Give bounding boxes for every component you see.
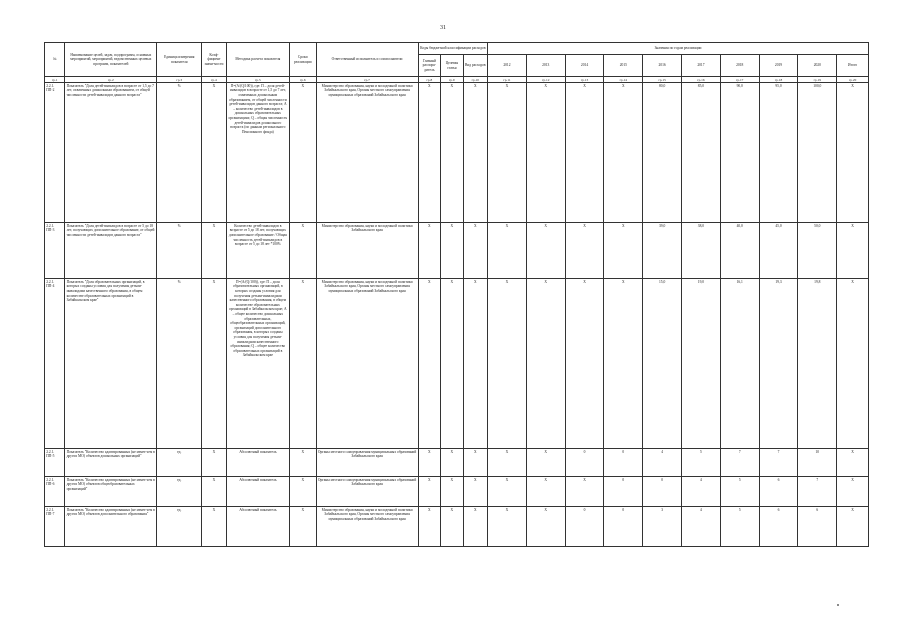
term-cell: Х — [290, 83, 317, 223]
year-value-cell: Х — [526, 83, 565, 223]
term-cell: Х — [290, 477, 317, 507]
header-code-col: Главный распоря-дитель — [418, 55, 440, 77]
table-row — [45, 223, 869, 279]
year-value-cell: 45,0 — [759, 223, 798, 279]
method-cell: Абсолютный показатель — [226, 477, 289, 507]
column-number: гр.20 — [837, 77, 869, 83]
year-value-cell: 38,0 — [682, 223, 721, 279]
year-value-cell: 80,0 — [643, 83, 682, 223]
year-value-cell: Х — [526, 477, 565, 507]
year-value-cell: 90,0 — [720, 83, 759, 223]
coef-cell: Х — [202, 279, 227, 449]
responsible-cell: Министерство образования, науки и молодежной политики Забайкальского края, Органы местного самоуправления муниципальных образований Забайкальского края — [316, 507, 418, 547]
year-value-cell: Х — [604, 279, 643, 449]
term-cell: Х — [290, 223, 317, 279]
indicator-name: Показатель "Доля образовательных организаций, в которых созданы условия для получения детьми-инвалидами качественного образования, в общем количестве образовательных организаций в Забайкальском крае" — [65, 279, 157, 449]
table-row — [45, 83, 869, 223]
indicator-name: Показатель "Количество адаптированных (не менее чем в других МО) объектов дополнительного образования" — [65, 507, 157, 547]
header-code-col: Вид расходов — [463, 55, 488, 77]
header-year-col: 2013 — [526, 55, 565, 77]
header-coef: Коэф-фициент значи-мости — [202, 43, 227, 77]
code-cell: Х — [418, 477, 440, 507]
year-value-cell: Х — [488, 449, 527, 477]
code-cell: Х — [441, 507, 463, 547]
row-number: 2.2.1. ПП-5 — [45, 449, 65, 477]
indicator-name: Показатель "Доля детей-инвалидов в возрасте от 5 до 18 лет, получающих дополнительное образование, от общей численности детей-инвалидов данного возраста" — [65, 223, 157, 279]
indicator-name: Показатель "Количество адаптированных (не менее чем в других МО) объектов дошкольных организаций" — [65, 449, 157, 477]
table-row — [45, 449, 869, 477]
unit-cell: ед. — [157, 507, 202, 547]
code-cell: Х — [441, 279, 463, 449]
column-number: гр.11 — [488, 77, 527, 83]
column-number: гр.6 — [290, 77, 317, 83]
year-value-cell: 7 — [759, 449, 798, 477]
year-value-cell: 0 — [604, 507, 643, 547]
column-number: гр.9 — [441, 77, 463, 83]
column-number: гр.4 — [202, 77, 227, 83]
column-number: гр.14 — [604, 77, 643, 83]
column-number: гр.17 — [720, 77, 759, 83]
indicator-name: Показатель "Количество адаптированных (не менее чем в других МО) объектов общеобразовательных организаций" — [65, 477, 157, 507]
code-cell: Х — [463, 279, 488, 449]
method-cell: Количество детей-инвалидов в возрасте от 5 до 18 лет, получающих дополнительное образование / Общая численность детей-инвалидов в возрасте от 5 до 18 лет *100% — [226, 223, 289, 279]
code-cell: Х — [463, 223, 488, 279]
header-term: Сроки реализации — [290, 43, 317, 77]
unit-cell: % — [157, 279, 202, 449]
year-value-cell: 10 — [798, 449, 837, 477]
header-responsible: Ответственный исполнитель и соисполнители — [316, 43, 418, 77]
column-number: гр.13 — [565, 77, 604, 83]
coef-cell: Х — [202, 223, 227, 279]
page-number: 31 — [440, 25, 446, 31]
year-value-cell: Х — [488, 279, 527, 449]
header-year-col: Итого — [837, 55, 869, 77]
year-value-cell: 0 — [565, 507, 604, 547]
year-value-cell: Х — [565, 279, 604, 449]
year-value-cell: 5 — [720, 477, 759, 507]
header-year-col: 2020 — [798, 55, 837, 77]
header-year-col: 2014 — [565, 55, 604, 77]
column-number: гр.7 — [316, 77, 418, 83]
term-cell: Х — [290, 507, 317, 547]
unit-cell: % — [157, 83, 202, 223]
code-cell: Х — [441, 477, 463, 507]
unit-cell: ед. — [157, 449, 202, 477]
scan-speck — [837, 604, 839, 606]
year-value-cell: 50,0 — [798, 223, 837, 279]
year-value-cell: Х — [604, 223, 643, 279]
code-cell: Х — [463, 449, 488, 477]
year-value-cell: 100,0 — [798, 83, 837, 223]
method-cell: П=(А/(Q/100)), где: П – доля детей-инвалидов в возрасте от 1,5 до 7 лет, охваченных дошкольным образованием, от общей численности детей-инвалидов данного возраста; А – количество детей-инвалидов в дошкольных образовательных организациях; Q – общая численность детей-инвалидов дошкольного возраста (по данным регионального Пенсионного фонда) — [226, 83, 289, 223]
year-value-cell: Х — [565, 223, 604, 279]
code-cell: Х — [463, 477, 488, 507]
column-number: гр.15 — [643, 77, 682, 83]
year-value-cell: 0 — [643, 477, 682, 507]
code-cell: Х — [441, 449, 463, 477]
code-cell: Х — [418, 223, 440, 279]
year-value-cell: 4 — [643, 449, 682, 477]
code-cell: Х — [418, 83, 440, 223]
header-year-col: 2017 — [682, 55, 721, 77]
column-number: гр.10 — [463, 77, 488, 83]
year-value-cell: Х — [526, 279, 565, 449]
header-year-col: 2015 — [604, 55, 643, 77]
year-value-cell: Х — [837, 507, 869, 547]
year-value-cell: 39,0 — [643, 223, 682, 279]
method-cell: П=(А/(Q/100)), где: П – доля образовательных организаций, в которых созданы условия для получения детьми-инвалидами качественного образования, в общем количестве образовательных организаций в Забайкальском крае; А – общее количество дошкольных образовательных, общеобразовательных организаций, организаций дополнительного образования, в которых созданы условия для получения детьми-инвалидами качественного образования; Q – общее количество образовательных организаций в Забайкальском крае — [226, 279, 289, 449]
unit-cell: ед. — [157, 477, 202, 507]
year-value-cell: 15,0 — [643, 279, 682, 449]
year-value-cell: 6 — [759, 477, 798, 507]
column-number: гр.18 — [759, 77, 798, 83]
row-number: 2.2.1. ПП-3 — [45, 223, 65, 279]
year-value-cell: 0 — [604, 449, 643, 477]
coef-cell: Х — [202, 477, 227, 507]
year-value-cell: 6 — [759, 507, 798, 547]
year-value-cell: 6 — [798, 507, 837, 547]
code-cell: Х — [441, 223, 463, 279]
row-number: 2.2.1. ПП-6 — [45, 477, 65, 507]
header-year-col: 2019 — [759, 55, 798, 77]
year-value-cell: 7 — [720, 449, 759, 477]
table-row — [45, 477, 869, 507]
header-year-col: 2012 — [488, 55, 527, 77]
year-value-cell: 5 — [720, 507, 759, 547]
year-value-cell: Х — [837, 279, 869, 449]
year-value-cell: Х — [488, 507, 527, 547]
year-value-cell: 0 — [604, 477, 643, 507]
header-year-col: 2018 — [720, 55, 759, 77]
year-value-cell: 16,1 — [720, 279, 759, 449]
column-number: гр.16 — [682, 77, 721, 83]
year-value-cell: 95,0 — [759, 83, 798, 223]
header-unit: Единица измерения показателя — [157, 43, 202, 77]
responsible-cell: Органы местного самоуправления муниципальных образований Забайкальского края — [316, 449, 418, 477]
row-number: 2.2.1. ПП-7 — [45, 507, 65, 547]
year-value-cell: Х — [604, 83, 643, 223]
column-number: гр.2 — [65, 77, 157, 83]
year-value-cell: 4 — [682, 507, 721, 547]
year-value-cell: 19,3 — [759, 279, 798, 449]
year-value-cell: Х — [837, 449, 869, 477]
coef-cell: Х — [202, 449, 227, 477]
term-cell: Х — [290, 449, 317, 477]
header-code-col: Целевая статья — [441, 55, 463, 77]
header-year-col: 2016 — [643, 55, 682, 77]
responsible-cell: Органы местного самоуправления муниципальных образований Забайкальского края — [316, 477, 418, 507]
column-number: гр.1 — [45, 77, 65, 83]
code-cell: Х — [418, 507, 440, 547]
year-value-cell: Х — [526, 449, 565, 477]
code-cell: Х — [418, 449, 440, 477]
year-value-cell: 0 — [565, 449, 604, 477]
year-value-cell: Х — [837, 83, 869, 223]
method-cell: Абсолютный показатель — [226, 449, 289, 477]
year-value-cell: Х — [565, 83, 604, 223]
year-value-cell: Х — [488, 83, 527, 223]
header-method: Методика расчета показателя — [226, 43, 289, 77]
year-value-cell: 7 — [798, 477, 837, 507]
code-cell: Х — [463, 83, 488, 223]
method-cell: Абсолютный показатель — [226, 507, 289, 547]
year-value-cell: Х — [526, 223, 565, 279]
coef-cell: Х — [202, 507, 227, 547]
program-indicators-table — [44, 42, 869, 547]
indicator-name: Показатель "Доля детей-инвалидов в возрасте от 1,5 до 7 лет, охваченных дошкольным образованием, от общей численности детей-инвалидов данного возраста" — [65, 83, 157, 223]
row-number: 2.2.1. ПП-4 — [45, 279, 65, 449]
responsible-cell: Министерство образования, науки и молодежной политики Забайкальского края, Органы местного самоуправления муниципальных образований Забайкальского края — [316, 83, 418, 223]
year-value-cell: 19,8 — [798, 279, 837, 449]
row-number: 2.2.1. ПП-2 — [45, 83, 65, 223]
header-name: Наименование целей, задач, подпрограмм, основных мероприятий, мероприятий, ведомственных целевых программ, показателей — [65, 43, 157, 77]
year-value-cell: 40,0 — [720, 223, 759, 279]
year-value-cell: Х — [837, 477, 869, 507]
header-no: № — [45, 43, 65, 77]
column-number: гр.19 — [798, 77, 837, 83]
year-value-cell: 5 — [682, 449, 721, 477]
table-row — [45, 507, 869, 547]
code-cell: Х — [463, 507, 488, 547]
code-cell: Х — [441, 83, 463, 223]
header-codes-group: Коды бюджетной классификации расходов — [418, 43, 487, 55]
year-value-cell: Х — [488, 223, 527, 279]
year-value-cell: 4 — [682, 477, 721, 507]
column-number: гр.8 — [418, 77, 440, 83]
year-value-cell: 3 — [643, 507, 682, 547]
header-values-group: Значения по годам реализации — [488, 43, 869, 55]
table-row — [45, 279, 869, 449]
year-value-cell: 85,0 — [682, 83, 721, 223]
responsible-cell: Министерство образования, науки и молодежной политики Забайкальского края, Органы местного самоуправления муниципальных образований Забайкальского края — [316, 279, 418, 449]
year-value-cell: Х — [526, 507, 565, 547]
responsible-cell: Министерство образования, науки и молодежной политики Забайкальского края — [316, 223, 418, 279]
column-number: гр.12 — [526, 77, 565, 83]
column-number: гр.3 — [157, 77, 202, 83]
year-value-cell: Х — [488, 477, 527, 507]
code-cell: Х — [418, 279, 440, 449]
term-cell: Х — [290, 279, 317, 449]
year-value-cell: 19,0 — [682, 279, 721, 449]
year-value-cell: Х — [837, 223, 869, 279]
coef-cell: Х — [202, 83, 227, 223]
column-number: гр.5 — [226, 77, 289, 83]
unit-cell: % — [157, 223, 202, 279]
year-value-cell: Х — [565, 477, 604, 507]
